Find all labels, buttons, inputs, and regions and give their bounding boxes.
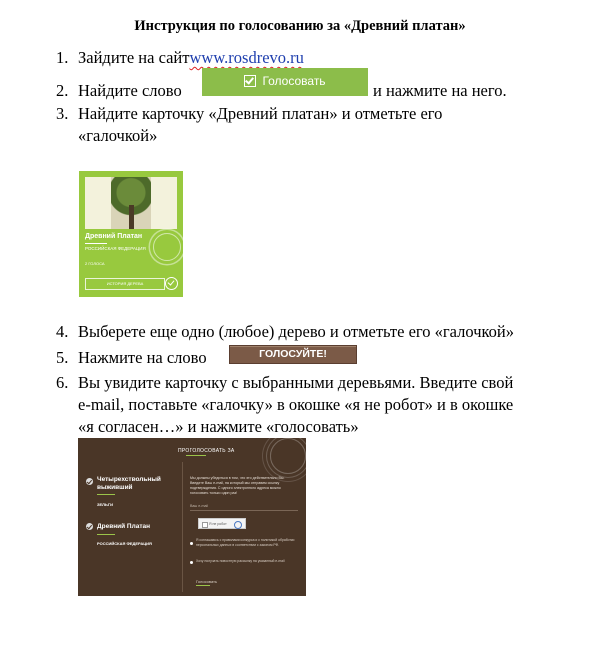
step-6-cont-1: e-mail, поставьте «галочку» в окошке «я не робот» и в окошке bbox=[78, 395, 514, 414]
step-6 bbox=[56, 372, 513, 394]
tree-card[interactable] bbox=[79, 171, 183, 297]
step-text: и нажмите на него. bbox=[373, 81, 507, 100]
form-intro: Мы должны убедиться в том, что это действительно Вы. Введите Ваш e-mail, на который мы отправим ссылку подтверждения. С одного электронного адреса можно голосовать только один раз! bbox=[190, 476, 285, 495]
fingerprint-icon bbox=[153, 233, 181, 261]
fingerprint-icon bbox=[270, 438, 306, 474]
step-5 bbox=[56, 347, 207, 369]
checkbox-icon bbox=[244, 75, 256, 87]
tree2-name: Древний Платан bbox=[97, 523, 151, 530]
step-text: Найдите слово bbox=[78, 81, 182, 100]
step-2-after bbox=[373, 80, 507, 102]
step-number: 4. bbox=[56, 322, 69, 341]
step-text: Зайдите на сайт bbox=[78, 48, 190, 67]
recaptcha-icon bbox=[234, 521, 242, 529]
step-text: Выберете еще одно (любое) дерево и отметьте его «галочкой» bbox=[78, 322, 515, 341]
step-6-cont-2: «я согласен…» и нажмите «голосовать» bbox=[78, 417, 359, 436]
captcha-checkbox[interactable] bbox=[198, 518, 246, 529]
newsletter-checkbox[interactable] bbox=[190, 561, 193, 564]
selected-check-icon[interactable] bbox=[86, 523, 93, 530]
step-text: Нажмите на слово bbox=[78, 348, 207, 367]
card-country: РОССИЙСКАЯ ФЕДЕРАЦИЯ bbox=[85, 246, 146, 251]
step-number: 3. bbox=[56, 104, 69, 123]
vote-now-button[interactable]: ГОЛОСУЙТЕ! bbox=[229, 345, 357, 364]
step-text: Найдите карточку «Древний платан» и отметьте его bbox=[78, 104, 443, 123]
step-4 bbox=[56, 321, 514, 343]
agree-text: Я соглашаюсь с правилами конкурса и с политикой обработки персональных данных в соответствии с законом РФ. bbox=[196, 538, 295, 547]
tree-photo bbox=[85, 177, 177, 229]
history-button[interactable]: ИСТОРИЯ ДЕРЕВА bbox=[85, 278, 165, 290]
step-3-cont: «галочкой» bbox=[78, 126, 158, 145]
step-number: 6. bbox=[56, 373, 69, 392]
form-header: ПРОГОЛОСОВАТЬ ЗА bbox=[178, 448, 235, 454]
vote-form-screenshot bbox=[78, 438, 306, 596]
vote-button-label: Голосовать bbox=[262, 74, 326, 88]
page-title: Инструкция по голосованию за «Древний платан» bbox=[134, 18, 466, 34]
check-icon[interactable] bbox=[165, 277, 178, 290]
email-field[interactable]: Ваш e-mail bbox=[190, 504, 209, 508]
captcha-label: Я не робот bbox=[209, 522, 227, 526]
tree1-name-line2: выживший bbox=[97, 484, 133, 491]
selected-check-icon[interactable] bbox=[86, 478, 93, 485]
card-votes: 2 ГОЛОСА bbox=[85, 261, 105, 266]
step-number: 5. bbox=[56, 348, 69, 367]
step-1 bbox=[56, 47, 304, 69]
card-tree-name: Древний Платан bbox=[85, 233, 143, 240]
vote-button-green[interactable] bbox=[202, 68, 368, 96]
agree-checkbox[interactable] bbox=[190, 542, 193, 545]
step-2 bbox=[56, 80, 182, 102]
step-text: Вы увидите карточку с выбранными деревьями. Введите свой bbox=[78, 373, 514, 392]
submit-button[interactable]: Голосовать bbox=[196, 579, 218, 584]
step-number: 2. bbox=[56, 81, 69, 100]
step-number: 1. bbox=[56, 48, 69, 67]
tree1-name-line1: Четырехствольный bbox=[97, 476, 161, 483]
tree1-country: ЗЕЛЬГИ bbox=[97, 502, 113, 507]
tree2-country: РОССИЙСКАЯ ФЕДЕРАЦИЯ bbox=[97, 541, 152, 546]
step-3 bbox=[56, 103, 442, 125]
newsletter-text: Хочу получать новостную рассылку на указанный e-mail bbox=[196, 559, 285, 563]
site-link[interactable]: www.rosdrevo.ru bbox=[189, 48, 304, 67]
